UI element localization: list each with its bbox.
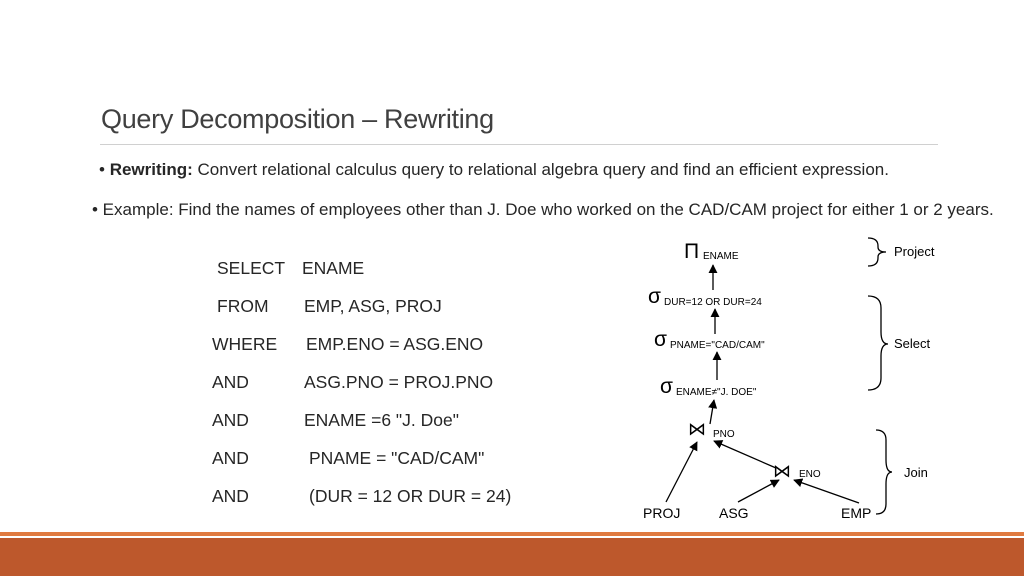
relation-asg: ASG [719, 505, 749, 521]
join-attribute-pno: PNO [713, 429, 735, 440]
join-attribute-eno: ENO [799, 469, 821, 480]
sql-clause: PNAME = "CAD/CAM" [309, 448, 485, 468]
tree-edge [666, 442, 697, 502]
sql-clause: ENAME [302, 258, 365, 278]
sql-keyword: WHERE [212, 334, 278, 354]
tree-edge [710, 400, 714, 424]
query-tree-diagram [630, 228, 1024, 526]
bullet-rewriting [99, 160, 889, 180]
slide-title: Query Decomposition – Rewriting [101, 104, 494, 134]
relation-proj: PROJ [643, 505, 681, 521]
sql-keyword: AND [212, 410, 249, 430]
tree-edge [714, 441, 776, 468]
sql-keyword: AND [212, 486, 249, 506]
brace-label-project: Project [894, 244, 935, 259]
footer-band [0, 538, 1024, 576]
select-predicate-pname: PNAME="CAD/CAM" [670, 340, 765, 351]
join-brace [876, 430, 892, 514]
project-operator-icon: Π [684, 240, 700, 263]
select-predicate-dur: DUR=12 OR DUR=24 [664, 297, 762, 308]
project-brace [868, 238, 886, 266]
sql-clause: EMP, ASG, PROJ [304, 296, 442, 316]
brace-label-join: Join [904, 465, 928, 480]
bullet-bold-term: Rewriting: [109, 160, 193, 179]
select-operator-icon: σ [654, 328, 667, 351]
bullet-text: Convert relational calculus query to relational algebra query and find an efficient expression. [192, 160, 889, 179]
title-divider [100, 144, 938, 145]
tree-edge [794, 480, 859, 503]
join-operator-icon: ⋈ [773, 461, 791, 481]
brace-label-select: Select [894, 336, 931, 351]
select-operator-icon: σ [648, 285, 661, 308]
sql-keyword: AND [212, 372, 249, 392]
sql-clause: (DUR = 12 OR DUR = 24) [309, 486, 512, 506]
footer-accent-line [0, 532, 1024, 536]
tree-edge [738, 480, 779, 502]
select-brace [868, 296, 888, 390]
sql-keyword: FROM [217, 296, 269, 316]
select-predicate-ename: ENAME≠"J. DOE" [676, 387, 757, 398]
sql-clause: EMP.ENO = ASG.ENO [306, 334, 484, 354]
sql-clause: ASG.PNO = PROJ.PNO [304, 372, 494, 392]
bullet-marker: • [99, 160, 105, 179]
bullet-example: • Example: Find the names of employees other than J. Doe who worked on the CAD/CAM project for either 1 or 2 years. [92, 200, 994, 219]
relation-emp: EMP [841, 505, 872, 521]
sql-clause: ENAME =6 "J. Doe" [304, 410, 459, 430]
join-operator-icon: ⋈ [688, 419, 706, 439]
sql-keyword: AND [212, 448, 249, 468]
project-attribute: ENAME [703, 251, 739, 262]
sql-keyword: SELECT [217, 258, 286, 278]
select-operator-icon: σ [660, 375, 673, 398]
